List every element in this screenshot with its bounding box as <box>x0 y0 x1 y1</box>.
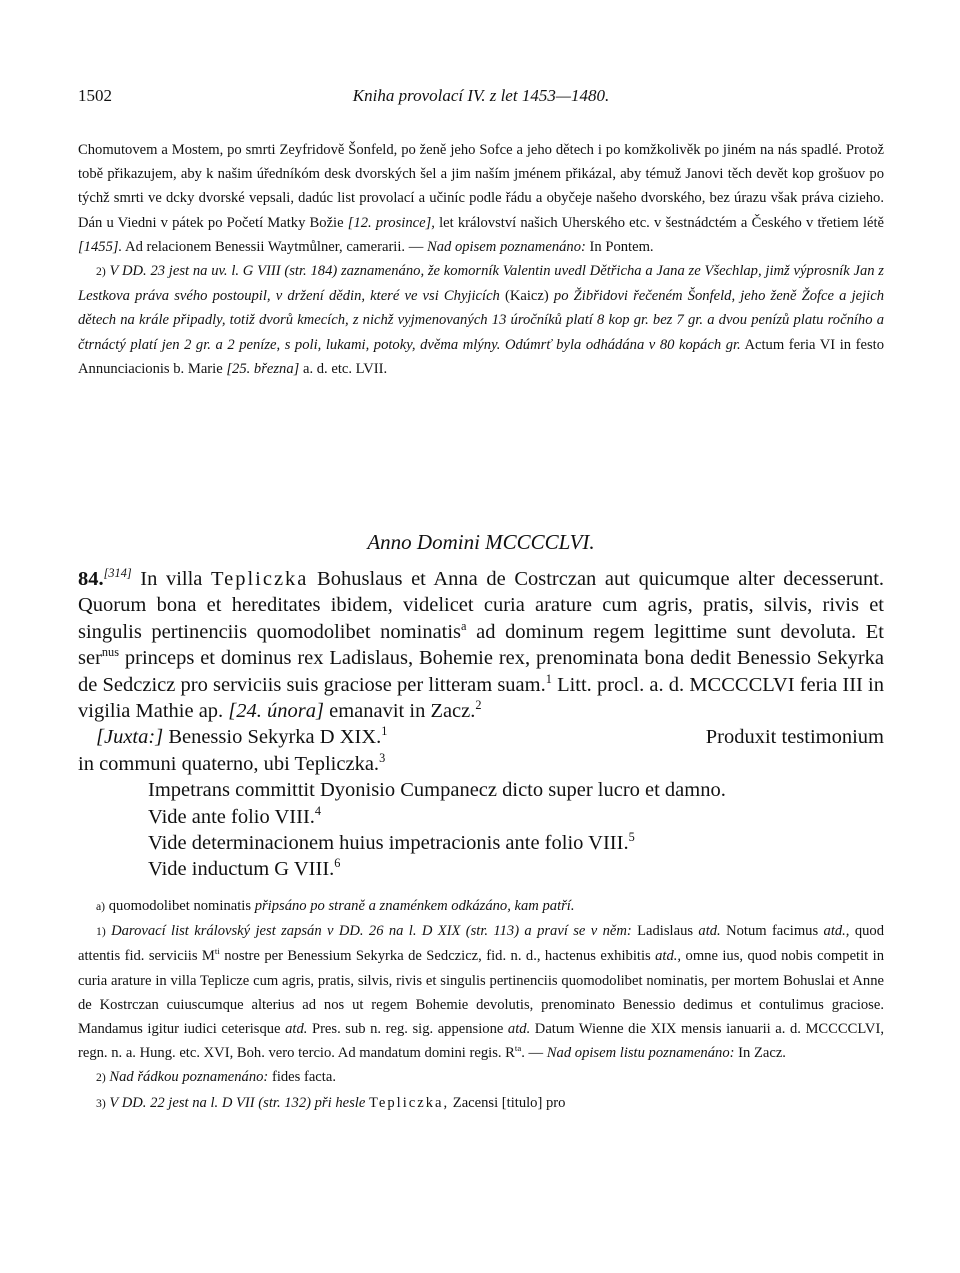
abbreviation-sup: nus <box>101 645 119 660</box>
footnote-text: Zacensi [titulo] pro <box>452 1094 566 1111</box>
entry-text: in communi quaterno, ubi Tepliczka. <box>78 752 380 775</box>
entry-number: 84. <box>78 568 104 590</box>
paragraph-text: Ad relacionem Benessii Waytmůlner, camerarii. — <box>125 238 424 255</box>
footnote-text: Ladislaus <box>637 923 694 940</box>
entry-text: Litt. procl. a. d. MCCCCLVI feria III in vigilia Mathie ap. <box>78 673 885 723</box>
footnote-marker: 2) <box>96 1071 106 1085</box>
footnote-text: Nad řádkou poznamenáno: <box>109 1069 269 1086</box>
page-header <box>78 86 884 114</box>
marginal-line: Vide ante folio VIII.$^4$ <box>148 803 322 828</box>
body-text-top <box>78 138 884 381</box>
footnote-text: (Kaicz) <box>505 288 549 305</box>
entry-text: Produxit testimonium <box>705 726 884 749</box>
footnote-text: atd., <box>655 948 682 965</box>
footnote-marker: 2) <box>96 265 106 279</box>
footnote-text: Nad opisem listu poznamenáno: <box>546 1045 735 1062</box>
footnote-text: po Žibřidovi řečeném Šonfeld, jeho ženě Žofce a jejich dětech na krále připadly, totiž dvorů kmecích, z nichž vyjmenovaných 13 úročníků platí 8 kop gr. bez 7 gr. a dvou penízů platu ročního a čtrnáctý platí jen 2 gr. a 2 peníze, s poli, lukami, potoky, dvěma mlýny. Odúmrť byla odhádána v 80 kopách gr. <box>78 288 885 353</box>
footnote-text: quod attentis fid. serviciis M <box>78 923 885 965</box>
footnote-a <box>78 894 884 919</box>
footnote-text: atd. <box>285 1021 308 1038</box>
entry-text: Benessio Sekyrka D XIX. <box>168 726 382 749</box>
marginal-line: Impetrans committit Dyonisio Cumpanecz dicto super lucro et damno. <box>148 779 726 802</box>
marginal-line: Vide determinacionem huius impetracionis ante folio VIII.$^5$ <box>148 830 635 855</box>
footnote-1 <box>78 919 884 1065</box>
juxta-line <box>78 724 884 750</box>
abbreviation-sup: ti <box>214 946 220 957</box>
paragraph-text: let království našich Uherského etc. v šestnádctém a Českého v třetiem létě <box>439 214 885 231</box>
running-title: Kniha provolací IV. z let 1453—1480. <box>352 86 610 105</box>
paragraph-continuation <box>78 138 884 259</box>
footnote-text: a. d. etc. LVII. <box>302 360 388 377</box>
footnote-3 <box>78 1091 884 1116</box>
abbreviation-sup: ta <box>514 1043 522 1054</box>
paragraph-text: Chomutovem a Mostem, po smrti Zeyfridově Šonfeld, po ženě jeho Sofce a jeho dětech i po komžkolivěk po jiném na nás spadlé. Protož tobě přikazujem, aby k našim úředníkóm desk dvorských šel a jim naším jménem přikázal, aby témuž Janovi těch devět kop grošuov po týchž smrti ve dcky dvorské vepsali, dadúc list provolací a učiníc podle řádu a obyčeje našeho dvorského, bez úrazu však práva cizieho. Dán u Viedni v pátek po Početí Matky Božie <box>78 142 884 231</box>
date-note: [12. prosince], <box>347 214 435 231</box>
entry-ref: [314] <box>103 566 132 581</box>
footnote-ref: 1 <box>545 671 552 686</box>
footnote-ref: 3 <box>379 751 386 766</box>
entry-text: princeps et dominus rex Ladislaus, Bohemie rex, prenominata bona dedit Benessio Sekyrka de Sedczicz pro serviciis suis graciose per litteram suam. <box>78 647 884 696</box>
marginal-lines <box>78 777 884 883</box>
place-name: Tepliczka <box>211 568 309 590</box>
footnote-text: Actum feria VI in festo Annunciacionis b. Marie <box>78 336 885 377</box>
footnote-ref: 2 <box>475 698 482 713</box>
date-note: [24. února] <box>228 700 324 723</box>
footnote-text: připsáno po straně a znaménkem odkázáno, kam patří. <box>254 898 575 914</box>
date-note: [1455]. <box>78 238 123 255</box>
footnote-text: Darovací list královský jest zapsán v DD. 26 na l. D XIX (str. 113) a praví se v něm: <box>111 923 632 940</box>
entry-text: In villa <box>140 568 203 590</box>
footnote-marker: a) <box>96 900 106 913</box>
footnote-text: V DD. 22 jest na l. D VII (str. 132) při hesle <box>109 1094 366 1111</box>
footnote-text: omne ius, quod nobis competit in curia arature in villa Teplicze cum agris, pratis, silvis, rivis et singulis pertinenciis quomodolibet nominatis, per mortem Bohuslai et Anne de Kostrczan cuiuscumque alterius ad nos ut regem Bohemie devolutis, prenominato Benessio dedimus et contulimus graciose. Mandamus igitur iudici ceterisque <box>78 948 884 1038</box>
footnote-ref: 1 <box>381 724 388 739</box>
place-name: Tepliczka, <box>368 1094 450 1111</box>
footnote-2-previous <box>78 259 884 381</box>
footnote-text: V DD. 23 jest na uv. l. G VIII (str. 184) zaznamenáno, že komorník Valentin uvedl Dětřicha a Jana ze Všechlap, jimž výprosník Jan z Lestkova práva svého postoupil, v držení dědin, které ve vsi Chyjicích <box>78 263 884 305</box>
footnote-text: atd. <box>698 923 721 940</box>
footnote-marker: 1) <box>96 925 106 939</box>
footnote-2 <box>78 1065 884 1090</box>
footnote-text: . — <box>521 1045 544 1062</box>
footnote-text: fides facta. <box>271 1069 336 1086</box>
footnote-text: Datum Wienne die XIX mensis ianuarii a. d. MCCCCLVI, regn. n. a. Hung. etc. XVI, Boh. vero tercio. Ad mandatum domini regis. R <box>78 1021 884 1062</box>
produxit-line <box>78 751 884 777</box>
footnote-text: Pres. sub n. reg. sig. appensione <box>311 1021 504 1038</box>
entry-text: Bohuslaus et Anna de Costrczan aut quicumque alter decesserunt. Quorum bona et hereditates ibidem, videlicet curia arature cum agris, pratis, silvis, rivis et singulis pertinenciis quomodolibet nominatis <box>78 568 885 643</box>
entry-84 <box>78 566 884 883</box>
paragraph-text: In Pontem. <box>589 238 654 255</box>
entry-text: ad dominum regem legittime sunt devoluta. Et ser <box>78 620 884 670</box>
section-heading: Anno Domini MCCCCLVI. <box>367 530 595 554</box>
entry-text: emanavit in Zacz. <box>329 700 476 723</box>
juxta-label: [Juxta:] <box>96 726 164 749</box>
footnote-text: nostre per Benessium Sekyrka de Sedczicz, fid. n. d., hactenus exhibitis <box>224 948 651 965</box>
footnotes <box>78 894 884 1116</box>
page-number: 1502 <box>78 86 112 105</box>
footnote-text: quomodolibet nominatis <box>108 898 252 914</box>
footnote-text: atd. <box>507 1021 531 1038</box>
editorial-note: Nad opisem poznamenáno: <box>426 238 586 255</box>
date-note: [25. března] <box>226 360 300 377</box>
footnote-text: Notum facimus <box>726 923 819 940</box>
entry-body <box>78 566 884 724</box>
footnote-text: atd., <box>823 923 850 940</box>
footnote-ref: a <box>461 618 467 633</box>
marginal-line: Vide inductum G VIII.$^6$ <box>148 856 341 881</box>
footnote-marker: 3) <box>96 1096 106 1110</box>
footnote-text: In Zacz. <box>738 1045 786 1062</box>
